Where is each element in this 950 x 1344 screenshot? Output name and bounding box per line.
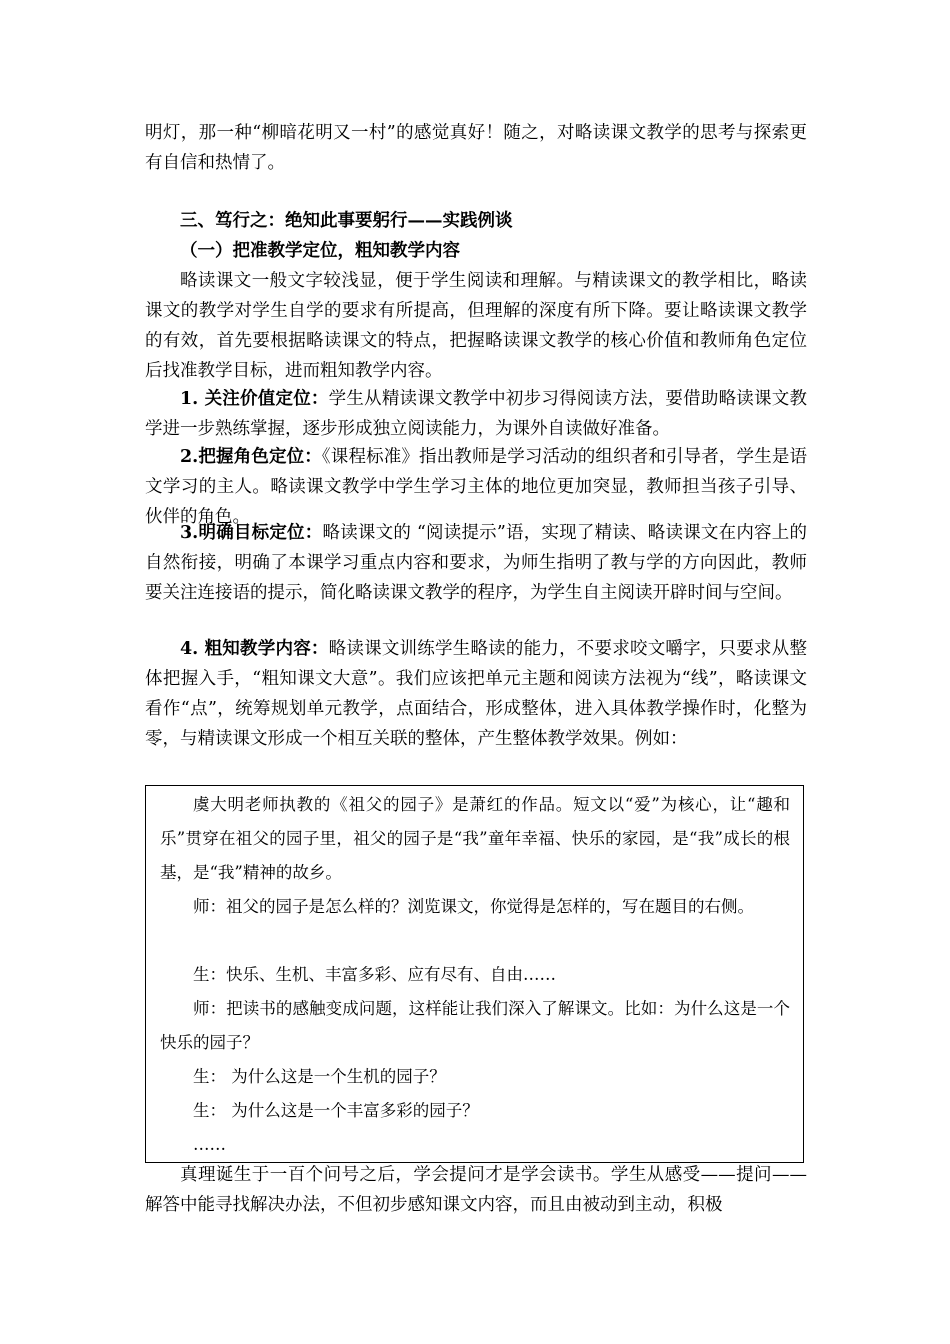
section-heading: 三、笃行之：绝知此事要躬行——实践例谈: [180, 211, 513, 231]
example-line: 师：把读书的感触变成问题，这样能让我们深入了解课文。比如：为什么这是一个快乐的园子？: [160, 999, 790, 1052]
point-3-text: 略读课文的 “阅读提示”语，实现了精读、略读课文在内容上的自然衔接，明确了本课学习重点内容和要求，为师生指明了教与学的方向因此，教师要关注连接语的提示，简化略读课文教学的程序，为学生自主阅读开辟时间与空间。: [145, 523, 807, 603]
example-box: [145, 785, 804, 1163]
point-4-label: 4. 粗知教学内容：: [180, 639, 329, 659]
example-line: 虞大明老师执教的《祖父的园子》是萧红的作品。短文以“爱”为核心，让“趣和乐”贯穿在祖父的园子里，祖父的园子是“我”童年幸福、快乐的家园，是“我”成长的根基，是“我”精神的故乡。: [160, 795, 790, 882]
closing-paragraph: 真理诞生于一百个问号之后，学会提问才是学会读书。学生从感受——提问——解答中能寻找解决办法，不但初步感知课文内容，而且由被动到主动，积极: [145, 1165, 807, 1215]
intro-continuation: 明灯，那一种“柳暗花明又一村”的感觉真好！随之，对略读课文教学的思考与探索更有自信和热情了。: [145, 123, 807, 173]
point-3: [145, 518, 807, 608]
section-subheading: （一）把准教学定位，粗知教学内容: [180, 241, 460, 261]
point-1: [145, 384, 807, 444]
example-line: 生：快乐、生机、丰富多彩、应有尽有、自由……: [193, 965, 556, 984]
example-line: 生： 为什么这是一个生机的园子？: [193, 1067, 446, 1086]
example-line: 生： 为什么这是一个丰富多彩的园子？: [193, 1101, 479, 1120]
example-line: 师：祖父的园子是怎么样的？浏览课文，你觉得是怎样的，写在题目的右侧。: [193, 897, 754, 916]
point-3-label: 3.明确目标定位：: [180, 523, 323, 543]
point-4: [145, 634, 807, 754]
section-paragraph: 略读课文一般文字较浅显，便于学生阅读和理解。与精读课文的教学相比，略读课文的教学对学生自学的要求有所提高，但理解的深度有所下降。要让略读课文教学的有效，首先要根据略读课文的特点，把握略读课文教学的核心价值和教师角色定位后找准教学目标，进而粗知教学内容。: [145, 271, 807, 381]
point-2-label: 2.把握角色定位：: [180, 447, 322, 467]
point-1-text: 学生从精读课文教学中初步习得阅读方法，要借助略读课文教学进一步熟练掌握，逐步形成独立阅读能力，为课外自读做好准备。: [145, 389, 807, 439]
example-line: ……: [193, 1135, 226, 1154]
point-1-label: 1. 关注价值定位：: [180, 389, 329, 409]
point-2-text: 《课程标准》指出教师是学习活动的组织者和引导者，学生是语文学习的主人。略读课文教学中学生学习主体的地位更加突显，教师担当孩子引导、伙伴的角色。: [145, 447, 807, 527]
point-4-text: 略读课文训练学生略读的能力，不要求咬文嚼字，只要求从整体把握入手，“粗知课文大意”。我们应该把单元主题和阅读方法视为“线”，略读课文看作“点”，统筹规划单元教学，点面结合，形成整体，进入具体教学操作时，化整为零，与精读课文形成一个相互关联的整体，产生整体教学效果。例如：: [145, 639, 807, 749]
